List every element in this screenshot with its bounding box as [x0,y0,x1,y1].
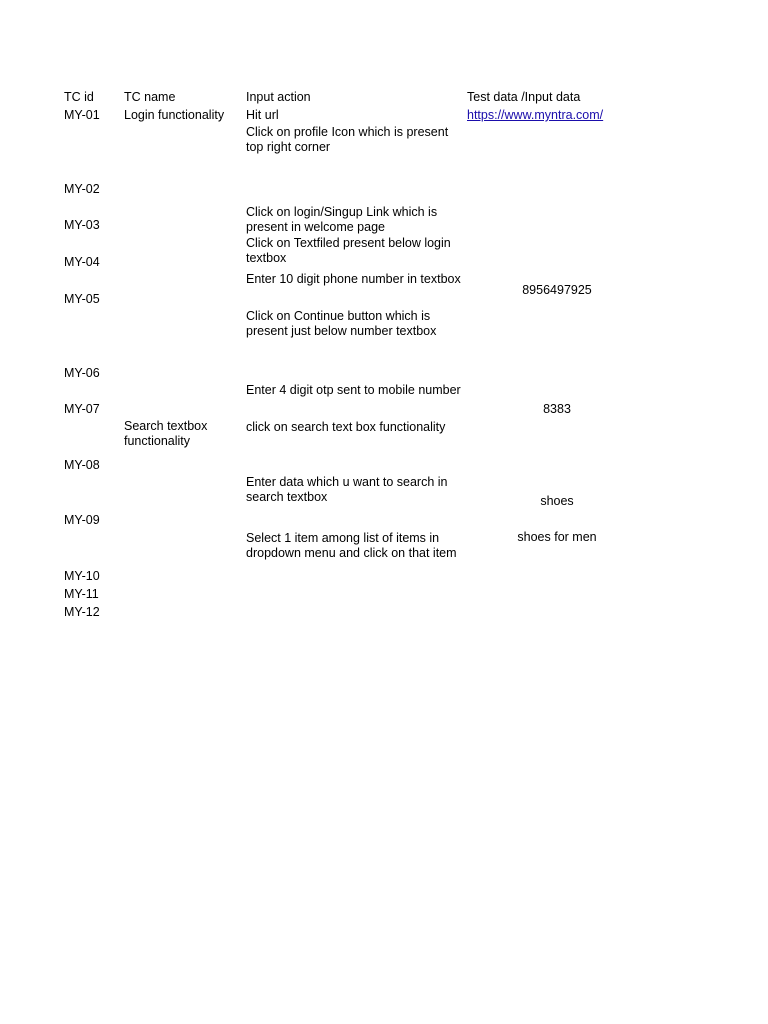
tc-id-cell: MY-04 [64,255,100,269]
phone-number-value: 8956497925 [522,283,592,297]
tc-name-cell: Login functionality [124,108,225,122]
action-line: Select 1 item among list of items in [246,531,440,545]
tc-id-cell: MY-12 [64,605,100,619]
tc-id-cell: MY-06 [64,366,100,380]
action-cell [246,236,451,265]
action-cell [246,383,461,398]
selected-item-value: shoes for men [517,530,597,544]
action-line: Hit url [246,108,279,122]
action-line: Click on login/Singup Link which is [246,205,438,219]
action-line: present just below number textbox [246,323,437,338]
action-line: search textbox [246,489,328,504]
action-line: textbox [246,250,287,265]
action-cell [246,205,437,234]
tc-id-cell: MY-11 [64,587,99,601]
tc-id-cell: MY-01 [64,108,100,122]
action-cell [246,125,448,154]
action-line: Click on Continue button which is [246,309,431,323]
tc-name-line: Search textbox [124,419,208,433]
header-input-action: Input action [246,90,311,104]
action-cell [246,420,445,435]
action-line: Click on profile Icon which is present [246,125,449,139]
action-cell [246,475,448,504]
action-line: click on search text box functionality [246,420,446,434]
action-cell [246,309,436,338]
action-line: dropdown menu and click on that item [246,545,457,560]
header-tc-name: TC name [124,90,176,104]
tc-name-cell [124,419,207,448]
tc-id-cell: MY-07 [64,402,100,416]
action-cell [246,108,279,123]
tc-id-cell: MY-02 [64,182,100,196]
action-cell [246,531,457,560]
otp-value: 8383 [543,402,571,416]
action-line: Enter 10 digit phone number in textbox [246,272,461,286]
action-line: Enter 4 digit otp sent to mobile number [246,383,461,397]
search-term-value: shoes [540,494,574,508]
tc-id-cell: MY-03 [64,218,100,232]
action-line: Enter data which u want to search in [246,475,448,489]
action-line: present in welcome page [246,219,385,234]
action-cell [246,272,461,287]
action-line: Click on Textfiled present below login [246,236,451,250]
tc-id-cell: MY-10 [64,569,100,583]
tc-id-cell: MY-05 [64,292,100,306]
tc-id-cell: MY-09 [64,513,100,527]
action-line: top right corner [246,139,331,154]
tc-name-line: functionality [124,433,191,448]
tc-id-cell: MY-08 [64,458,100,472]
header-test-data: Test data /Input data [467,90,581,104]
myntra-url-link[interactable]: https://www.myntra.com/ [467,108,604,122]
header-tc-id: TC id [64,90,94,104]
